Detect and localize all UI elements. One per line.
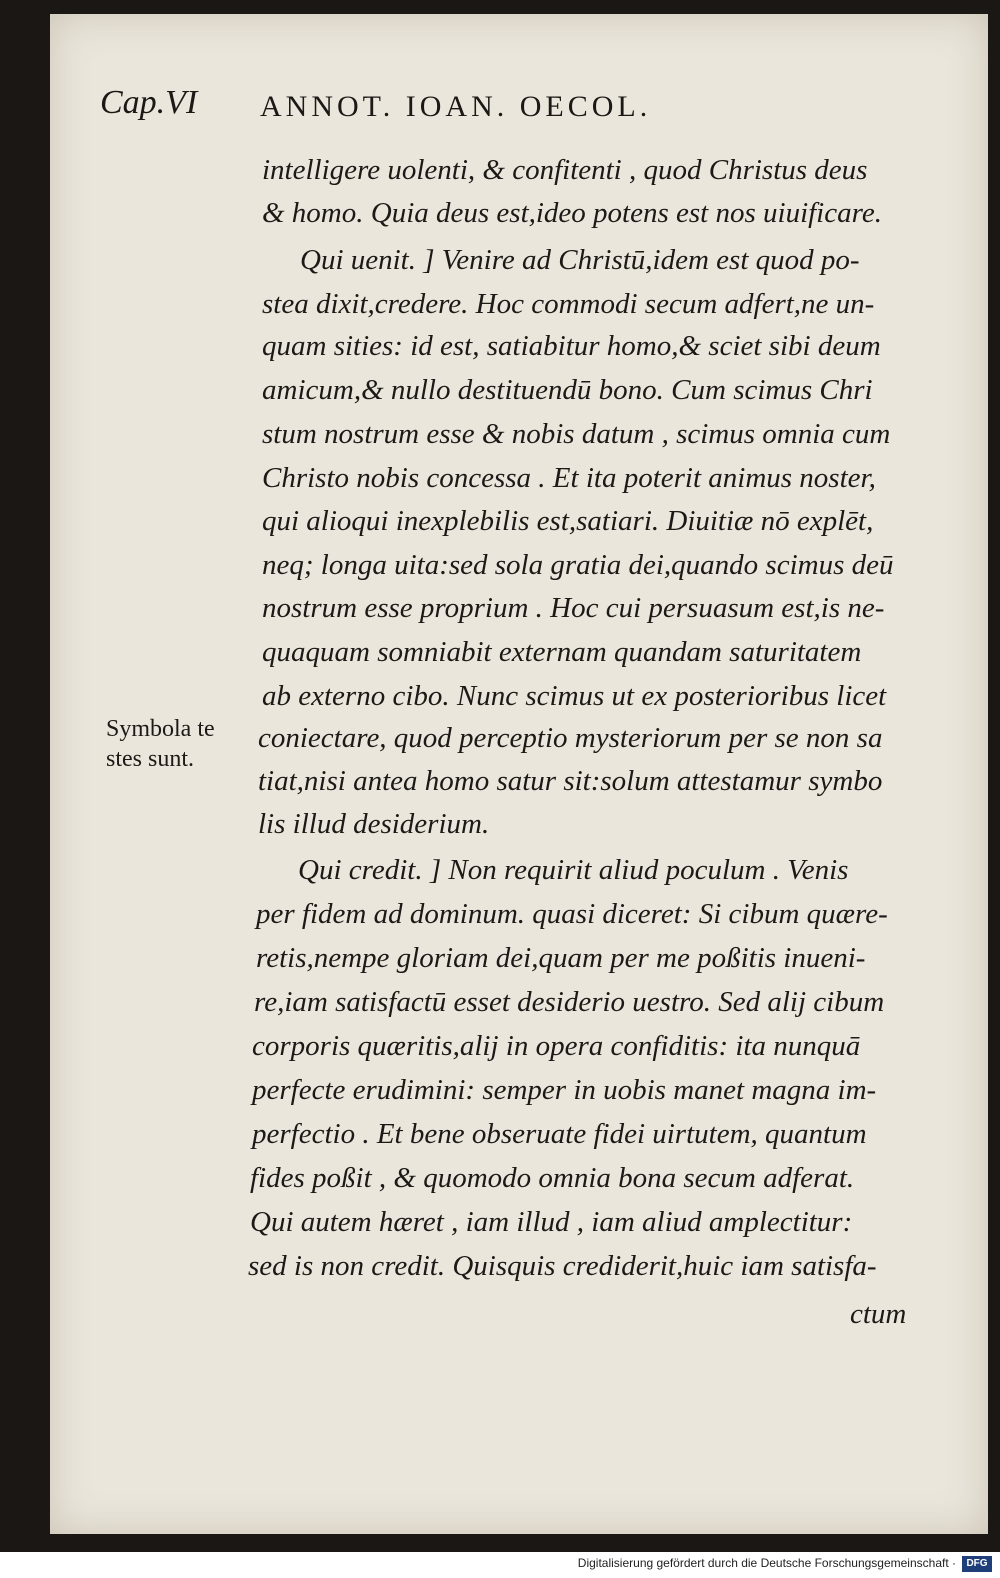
running-title: ANNOT. IOAN. OECOL. [260, 90, 652, 123]
text-line: stea dixit,credere. Hoc commodi secum adfert,ne un- [262, 288, 875, 320]
text-line: qui alioqui inexplebilis est,satiari. Diuitiæ nō explēt, [262, 505, 874, 537]
text-line: Qui credit. ] Non requirit aliud poculum . Venis [298, 854, 849, 886]
text-line: lis illud desiderium. [258, 808, 490, 840]
text-line: retis,nempe gloriam dei,quam per me poßitis inueni- [256, 942, 866, 974]
text-line: per fidem ad dominum. quasi diceret: Si cibum quære- [256, 898, 888, 930]
text-line: tiat,nisi antea homo satur sit:solum attestamur symbo [258, 765, 883, 797]
text-line: neq; longa uita:sed sola gratia dei,quando scimus deū [262, 549, 894, 581]
chapter-label: Cap.VI [100, 84, 198, 121]
text-line: quaquam somniabit externam quandam saturitatem [262, 636, 862, 668]
margin-note-line: stes sunt. [106, 746, 195, 772]
text-line: corporis quæritis,alij in opera confiditis: ita nunquā [252, 1030, 861, 1062]
text-line: sed is non credit. Quisquis crediderit,huic iam satisfa- [248, 1250, 877, 1282]
text-line: stum nostrum esse & nobis datum , scimus omnia cum [262, 418, 891, 450]
text-line: intelligere uolenti, & confitenti , quod Christus deus [262, 154, 868, 186]
text-line: Qui autem hæret , iam illud , iam aliud amplectitur: [250, 1206, 853, 1238]
text-line: quam sities: id est, satiabitur homo,& sciet sibi deum [262, 330, 881, 362]
text-line: re,iam satisfactū esset desiderio uestro. Sed alij cibum [254, 986, 885, 1018]
text-line: fides poßit , & quomodo omnia bona secum adferat. [250, 1162, 855, 1194]
text-line: nostrum esse proprium . Hoc cui persuasum est,is ne- [262, 592, 885, 624]
text-line: perfecte erudimini: semper in uobis manet magna im- [252, 1074, 877, 1106]
text-line: ab externo cibo. Nunc scimus ut ex posterioribus licet [262, 680, 887, 712]
catchword: ctum [850, 1298, 907, 1330]
running-head [100, 84, 860, 134]
text-line: coniectare, quod perceptio mysteriorum per se non sa [258, 722, 883, 754]
text-line: perfectio . Et bene obseruate fidei uirtutem, quantum [252, 1118, 867, 1150]
dfg-logo: DFG [962, 1556, 992, 1572]
margin-note-line: Symbola te [106, 716, 215, 742]
text-line: & homo. Quia deus est,ideo potens est nos uiuificare. [262, 197, 882, 229]
margin-note [106, 714, 256, 774]
footer-credit: Digitalisierung gefördert durch die Deutsche Forschungsgemeinschaft · [577, 1556, 956, 1570]
text-line: Christo nobis concessa . Et ita poterit animus noster, [262, 462, 876, 494]
text-line: Qui uenit. ] Venire ad Christū,idem est quod po- [300, 244, 860, 276]
footer-bar [0, 1552, 1000, 1578]
text-line: amicum,& nullo destituendū bono. Cum scimus Chri [262, 374, 873, 406]
